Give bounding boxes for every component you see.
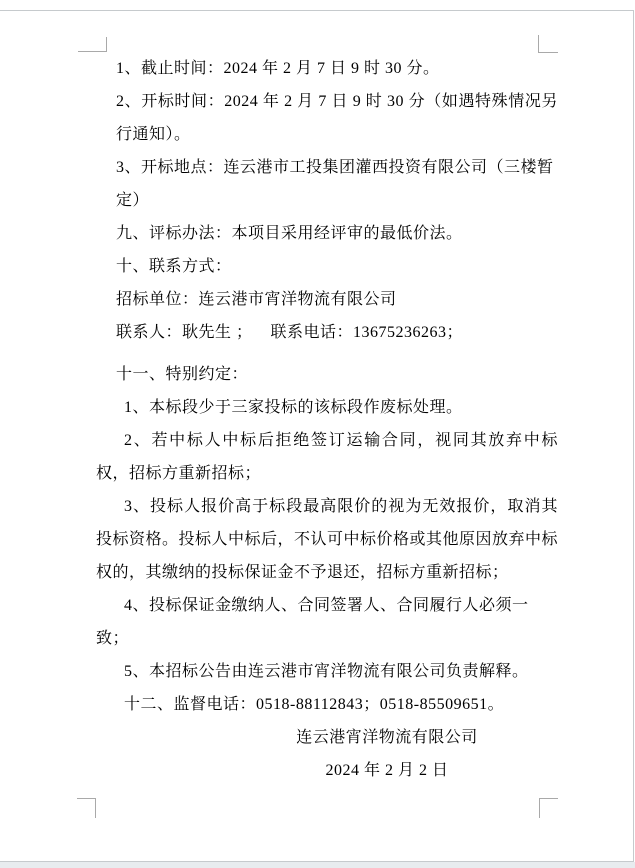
document-page xyxy=(0,10,634,862)
paragraph: 联系人：耿先生 ； 联系电话：13675236263； xyxy=(116,324,464,341)
paragraph: 5、本招标公告由连云港市宵洋物流有限公司负责解释。 xyxy=(124,663,529,680)
document-body xyxy=(96,52,558,721)
margin-crop-mark-top-right xyxy=(538,35,558,53)
margin-crop-mark-bottom-left xyxy=(77,798,96,818)
margin-crop-mark-bottom-right xyxy=(539,798,558,818)
paragraph: 2、开标时间：2024 年 2 月 7 日 9 时 30 分（如遇特殊情况另行通知）。 xyxy=(116,93,558,143)
margin-crop-mark-top-left xyxy=(78,37,107,52)
paragraph: 十二、监督电话：0518-88112843；0518-85509651。 xyxy=(124,696,505,713)
paragraph: 2、若中标人中标后拒绝签订运输合同，视同其放弃中标权，招标方重新招标； xyxy=(96,432,558,482)
paragraph: 1、截止时间：2024 年 2 月 7 日 9 时 30 分。 xyxy=(116,60,440,77)
paragraph: 十、联系方式： xyxy=(116,258,232,275)
paragraph: 招标单位：连云港市宵洋物流有限公司 xyxy=(116,291,397,308)
paragraph: 3、开标地点：连云港市工投集团灌西投资有限公司（三楼暂定） xyxy=(116,159,554,209)
signature-company: 连云港宵洋物流有限公司 xyxy=(296,729,478,746)
signature-block xyxy=(216,721,558,787)
document-content xyxy=(96,52,558,787)
paragraph: 九、评标办法：本项目采用经评审的最低价法。 xyxy=(116,225,463,242)
paragraph: 3、投标人报价高于标段最高限价的视为无效报价，取消其投标资格。投标人中标后，不认可中标价格或其他原因放弃中标权的，其缴纳的投标保证金不予退还，招标方重新招标； xyxy=(96,498,559,581)
paragraph: 4、投标保证金缴纳人、合同签署人、合同履行人必须一致； xyxy=(96,597,529,647)
paragraph: 1、本标段少于三家投标的该标段作废标处理。 xyxy=(124,399,463,416)
desk-background-band xyxy=(0,862,635,868)
paragraph: 十一、特别约定： xyxy=(116,366,249,383)
signature-date: 2024 年 2 月 2 日 xyxy=(325,762,449,779)
